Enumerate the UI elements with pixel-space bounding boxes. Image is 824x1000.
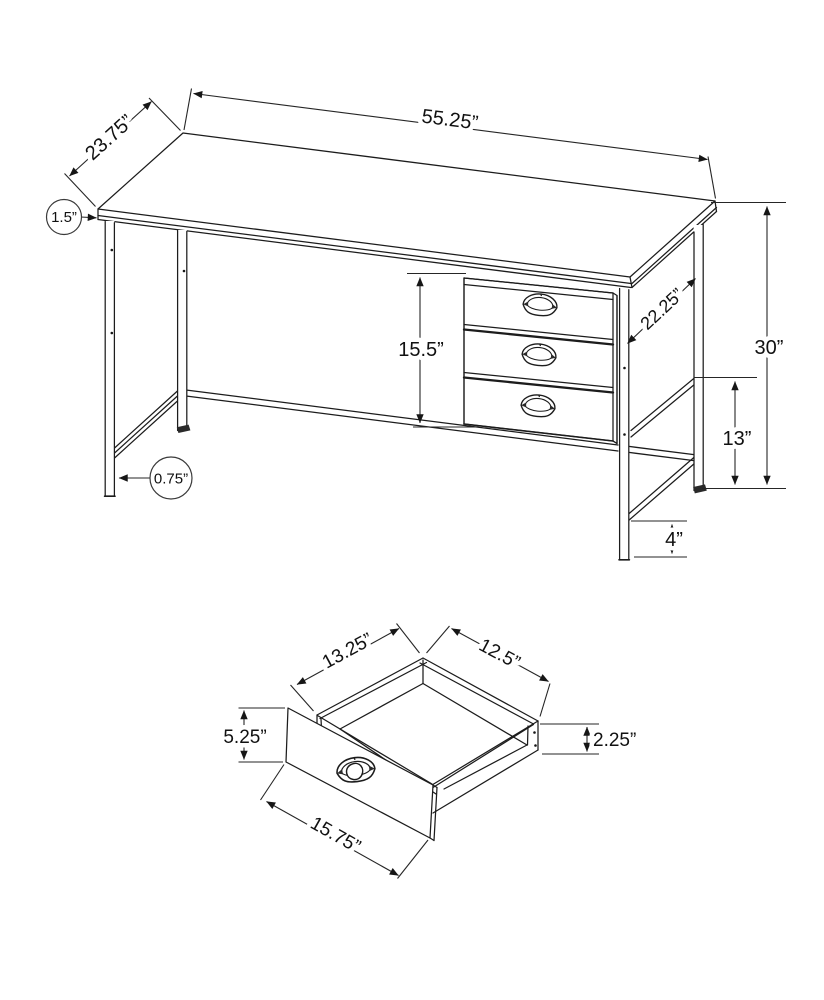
dim-desk-side-depth: 22.25” — [636, 284, 688, 334]
dim-desk-frame-thickness: 0.75” — [153, 470, 189, 488]
dim-drawer-front-width: 15.75” — [306, 812, 364, 858]
front-right-leg — [619, 288, 629, 560]
side-shelf-edge — [631, 378, 695, 431]
dim-desk-top-depth: 23.75” — [81, 110, 139, 165]
dim-desk-bottom-rail-height: 4” — [665, 529, 683, 551]
dim-desk-overall-height: 30” — [754, 337, 784, 359]
back-left-leg — [177, 230, 191, 433]
dim-drawer-top-depth: 13.25” — [319, 629, 377, 674]
front-left-leg — [105, 221, 115, 496]
dim-desk-drawer-bank-height: 15.5” — [398, 339, 444, 361]
desk-top — [98, 133, 717, 288]
leader-top-thickness — [81, 217, 97, 218]
back-right-leg — [693, 225, 707, 494]
dim-desk-shelf-clearance: 13” — [722, 428, 752, 450]
dim-drawer-front-height: 5.25” — [223, 727, 267, 748]
dim-drawer-top-width: 12.5” — [475, 634, 524, 674]
dim-desk-top-length: 55.25” — [420, 105, 480, 135]
open-drawer-figure — [286, 658, 538, 841]
dim-drawer-box-height: 2.25” — [593, 730, 637, 751]
dim-desk-top-thickness: 1.5” — [51, 209, 77, 226]
